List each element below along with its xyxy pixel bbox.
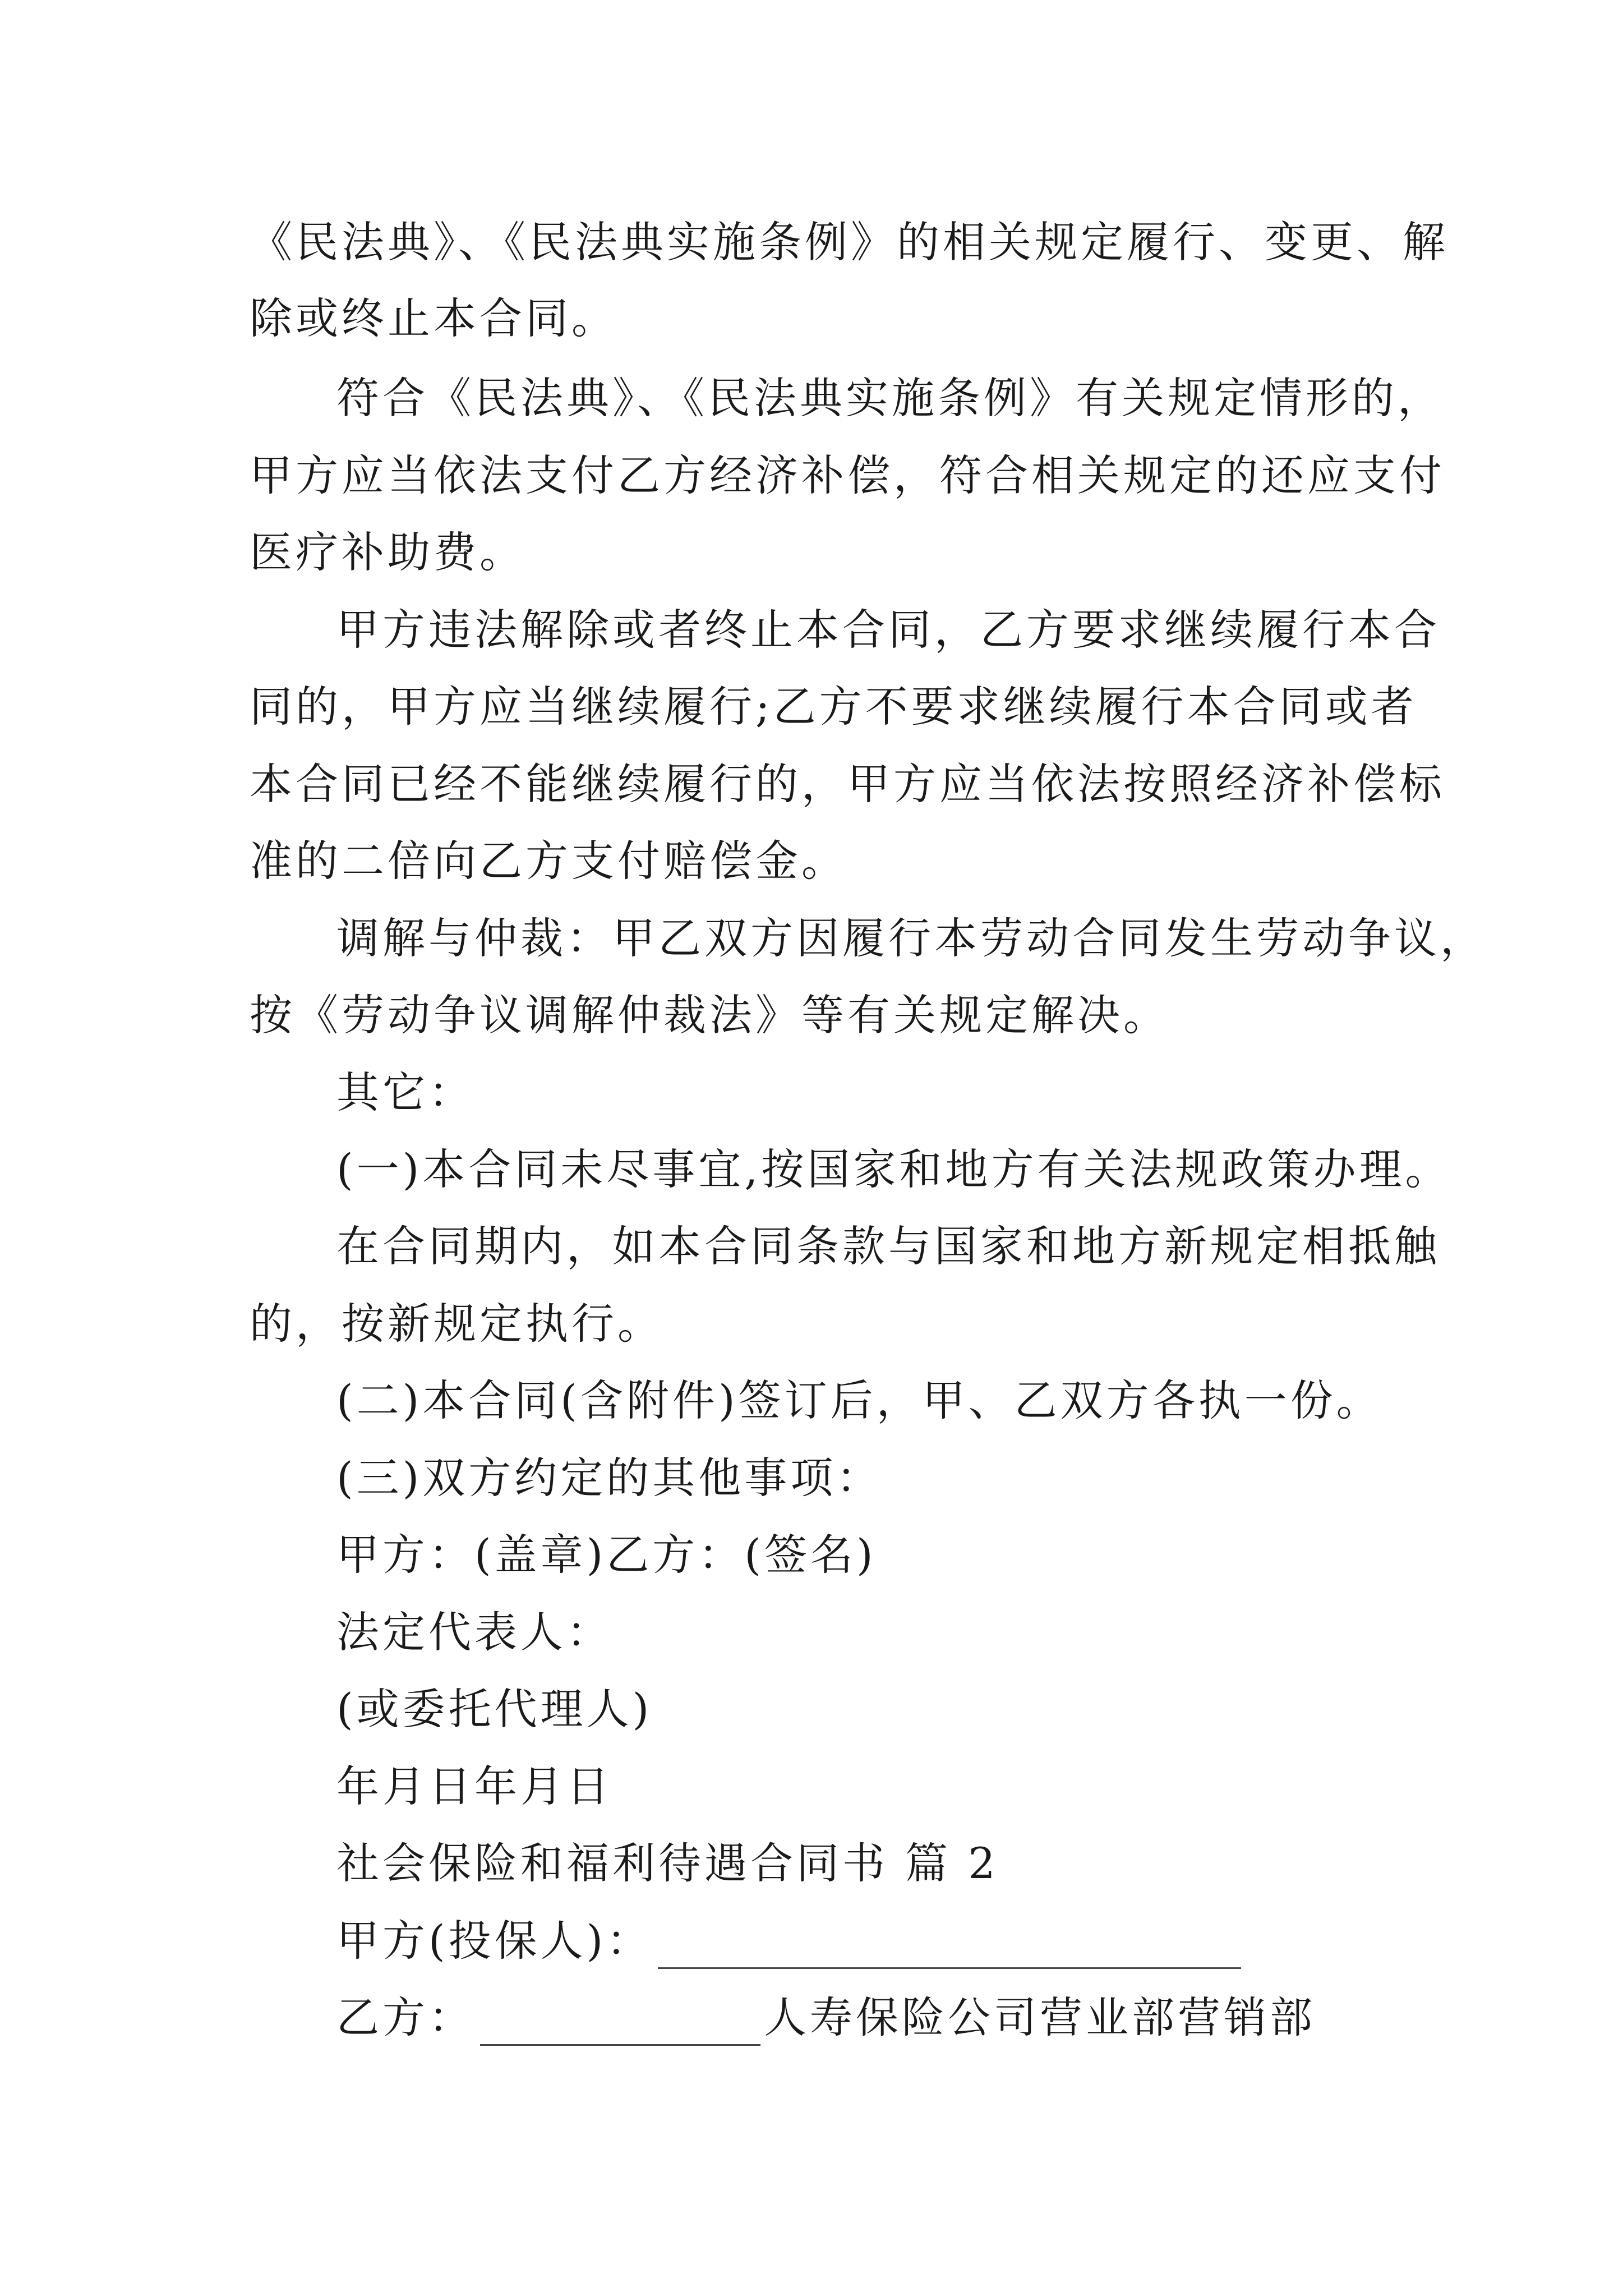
- text-line: 法定代表人：: [336, 1607, 612, 1657]
- party-a-line: [336, 1913, 1382, 1969]
- party-b-suffix: 人寿保险公司营业部营销部: [764, 1993, 1316, 2042]
- text-line: 符合《民法典》、《民法典实施条例》有关规定情形的，: [336, 373, 1444, 423]
- text-line: 甲方违法解除或者终止本合同，乙方要求继续履行本合: [336, 605, 1440, 655]
- text-line: 同的，甲方应当继续履行;乙方不要求继续履行本合同或者: [250, 682, 1417, 731]
- text-line: 准的二倍向乙方支付赔偿金。: [250, 836, 847, 886]
- text-line: 除或终止本合同。: [250, 293, 617, 343]
- party-a-blank: [658, 1928, 1241, 1969]
- text-line: 调解与仲裁：甲乙双方因履行本劳动合同发生劳动争议，: [336, 913, 1486, 963]
- text-line: 本合同已经不能继续履行的，甲方应当依法按照经济补偿标: [250, 759, 1445, 809]
- text-line: 甲方应当依法支付乙方经济补偿，符合相关规定的还应支付: [250, 450, 1445, 500]
- text-line: 在合同期内，如本合同条款与国家和地方新规定相抵触: [336, 1221, 1440, 1271]
- party-b-blank: [480, 2005, 760, 2046]
- text-line: (一)本合同未尽事宜,按国家和地方有关法规政策办理。: [336, 1144, 1451, 1194]
- party-b-line: [336, 1990, 1382, 2046]
- text-line: 甲方：(盖章)乙方：(签名): [336, 1530, 877, 1580]
- text-line: (或委托代理人): [336, 1684, 653, 1734]
- text-line: 《民法典》、《民法典实施条例》的相关规定履行、变更、解: [250, 217, 1449, 267]
- text-line: 医疗补助费。: [250, 527, 525, 577]
- text-line: 年月日年月日: [336, 1761, 612, 1811]
- text-line: 按《劳动争议调解仲裁法》等有关规定解决。: [250, 990, 1169, 1040]
- text-line: 其它：: [336, 1068, 474, 1117]
- text-line: (三)双方约定的其他事项：: [336, 1453, 883, 1503]
- text-line: 的，按新规定执行。: [250, 1299, 663, 1349]
- party-a-label: 甲方(投保人)：: [336, 1916, 653, 1966]
- text-line: (二)本合同(含附件)签订后，甲、乙双方各执一份。: [336, 1375, 1382, 1425]
- text-line: 社会保险和福利待遇合同书 篇 2: [336, 1838, 999, 1888]
- party-b-label: 乙方：: [336, 1993, 474, 2042]
